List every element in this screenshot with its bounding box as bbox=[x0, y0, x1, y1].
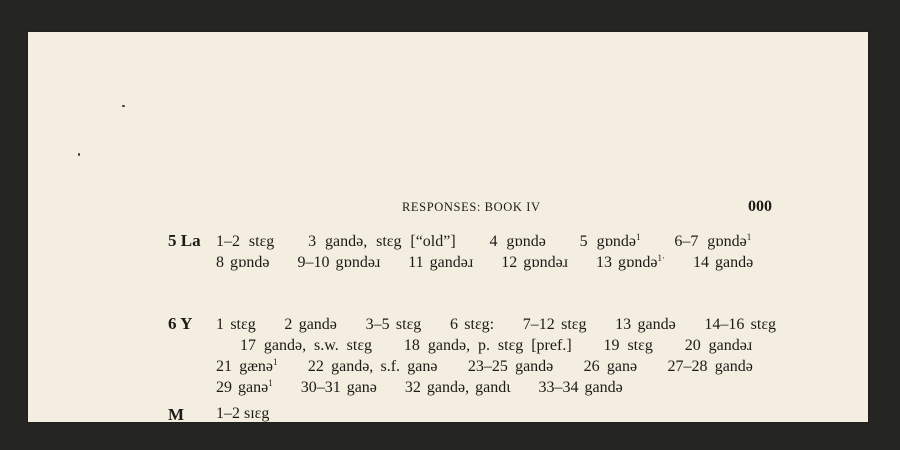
response-item bbox=[308, 358, 438, 375]
response-range: 13 bbox=[596, 254, 612, 271]
response-form: gɒndəɹ bbox=[335, 254, 381, 271]
response-item bbox=[450, 316, 494, 333]
response-mark: 1 bbox=[746, 232, 752, 242]
entry-label: 6 Y bbox=[168, 314, 193, 333]
response-item bbox=[685, 337, 752, 354]
page-sheet bbox=[28, 32, 868, 422]
response-form: gandə bbox=[298, 316, 337, 333]
response-form: stɛg bbox=[230, 316, 256, 333]
response-form: gandəɹ bbox=[429, 254, 474, 271]
response-form: ganə bbox=[606, 358, 638, 375]
response-form: stɛg bbox=[750, 316, 777, 333]
ink-speck bbox=[78, 153, 80, 156]
response-item bbox=[674, 233, 751, 250]
response-range: 33–34 bbox=[538, 379, 579, 396]
response-form: stɛg bbox=[561, 316, 587, 333]
response-mark: 1 bbox=[268, 378, 273, 388]
response-form: gandəɹ bbox=[708, 337, 753, 354]
response-form: gɒndə bbox=[506, 233, 546, 250]
response-item bbox=[284, 316, 337, 333]
response-range: 1–2 bbox=[216, 233, 240, 250]
response-form: gɒndəɹ bbox=[523, 254, 568, 271]
response-range: 17 bbox=[239, 337, 256, 354]
page-number: 000 bbox=[748, 198, 772, 215]
response-form: gɒndə bbox=[707, 233, 747, 250]
response-item bbox=[501, 254, 568, 271]
response-form: gandə, s.w. stɛg bbox=[263, 337, 373, 354]
response-item bbox=[667, 358, 752, 375]
response-range: 12 bbox=[501, 254, 518, 271]
response-mark: 1 bbox=[636, 232, 641, 242]
response-form: stɛg bbox=[248, 233, 275, 250]
response-form: stɛg bbox=[395, 316, 422, 333]
response-range: 3–5 bbox=[365, 316, 390, 333]
response-item bbox=[408, 254, 473, 271]
response-item bbox=[297, 254, 380, 271]
response-form: gandə bbox=[584, 379, 623, 396]
response-range: 13 bbox=[615, 316, 632, 333]
response-range: 18 bbox=[403, 337, 420, 354]
response-item bbox=[366, 316, 422, 333]
response-item bbox=[216, 233, 274, 250]
response-form: gænə bbox=[239, 358, 273, 375]
response-range: 8 bbox=[216, 254, 224, 271]
response-item bbox=[240, 337, 372, 354]
response-range: 32 bbox=[404, 379, 421, 396]
response-mark: 1· bbox=[657, 253, 665, 263]
response-item bbox=[539, 379, 623, 396]
entry-label: 5 La bbox=[168, 231, 201, 250]
response-item bbox=[604, 337, 653, 354]
response-range: 6 bbox=[449, 316, 458, 333]
response-form: gɒndə bbox=[618, 254, 658, 271]
response-item bbox=[308, 233, 456, 250]
response-item bbox=[693, 254, 753, 271]
response-item bbox=[523, 316, 587, 333]
response-range: 2 bbox=[284, 316, 293, 333]
response-form: gandə bbox=[515, 358, 554, 375]
response-form: gɒndə bbox=[596, 233, 637, 250]
running-head: RESPONSES: BOOK IV bbox=[402, 200, 541, 214]
response-range: 14–16 bbox=[704, 316, 745, 333]
response-form: stɛg: bbox=[464, 316, 495, 333]
response-form: gandə, gandɩ bbox=[426, 379, 511, 396]
response-range: 29 bbox=[216, 379, 232, 396]
response-item bbox=[216, 379, 273, 396]
response-item bbox=[404, 337, 572, 354]
response-range: 30–31 bbox=[300, 379, 341, 396]
response-range: 9–10 bbox=[297, 254, 330, 271]
response-item bbox=[301, 379, 377, 396]
entry-responses bbox=[216, 231, 776, 273]
response-form: gandə, stɛg [“old”] bbox=[325, 233, 456, 250]
response-range: 4 bbox=[489, 233, 498, 250]
response-item bbox=[580, 233, 641, 250]
response-range: 20 bbox=[684, 337, 701, 354]
entry-label-cut-off: M bbox=[168, 405, 185, 422]
response-form: ganə bbox=[346, 379, 377, 396]
response-mark: 1 bbox=[272, 357, 278, 367]
response-item bbox=[216, 358, 277, 375]
response-range: 14 bbox=[692, 254, 709, 271]
response-item bbox=[405, 379, 511, 396]
response-item bbox=[596, 254, 665, 271]
response-range: 5 bbox=[579, 233, 588, 250]
entry-text-cut-off: 1–2 sɪɛg bbox=[216, 405, 270, 422]
response-item bbox=[615, 316, 676, 333]
response-form: gandə bbox=[714, 358, 753, 375]
response-form: gandə, p. stɛg [pref.] bbox=[427, 337, 572, 354]
response-range: 1 bbox=[216, 316, 224, 333]
response-form: gandə bbox=[637, 316, 676, 333]
response-item bbox=[584, 358, 637, 375]
response-range: 23–25 bbox=[467, 358, 508, 375]
response-range: 26 bbox=[583, 358, 600, 375]
response-range: 19 bbox=[603, 337, 620, 354]
response-item bbox=[704, 316, 776, 333]
response-item bbox=[216, 316, 256, 333]
response-item bbox=[489, 233, 545, 250]
response-form: gandə bbox=[714, 254, 754, 271]
response-item bbox=[468, 358, 553, 375]
response-form: gɒndə bbox=[230, 254, 270, 271]
response-form: gandə, s.f. ganə bbox=[331, 358, 438, 375]
response-range: 21 bbox=[216, 358, 232, 375]
ink-speck bbox=[122, 105, 125, 107]
response-form: stɛg bbox=[627, 337, 653, 354]
response-range: 11 bbox=[408, 254, 424, 271]
response-range: 6–7 bbox=[674, 233, 699, 250]
response-item bbox=[216, 254, 269, 271]
response-range: 7–12 bbox=[522, 316, 555, 333]
response-range: 22 bbox=[307, 358, 324, 375]
response-range: 3 bbox=[308, 233, 317, 250]
response-range: 27–28 bbox=[667, 358, 708, 375]
response-form: ganə bbox=[238, 379, 269, 396]
entry-responses bbox=[216, 314, 776, 398]
